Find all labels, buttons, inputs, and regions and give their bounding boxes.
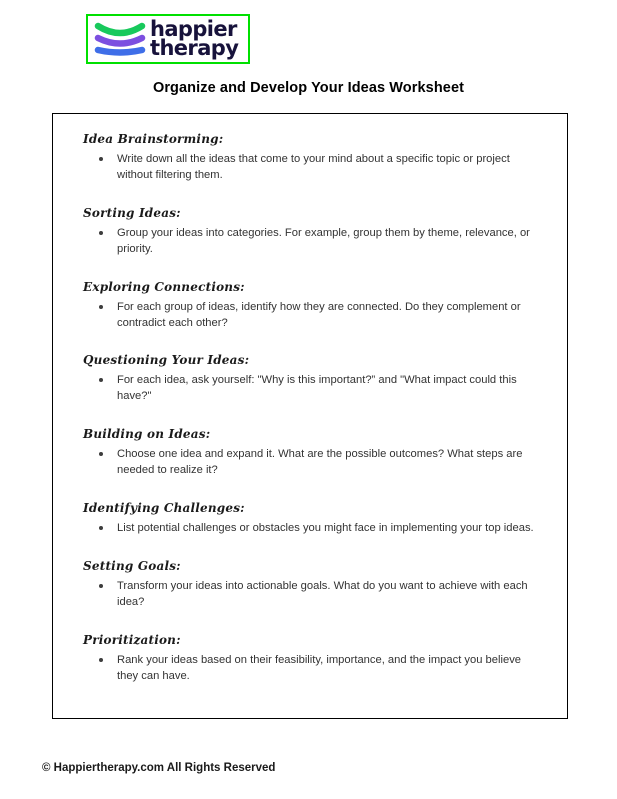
list-item [83, 653, 545, 685]
list-item-text: Rank your ideas based on their feasibility, importance, and the impact you believe they can have. [117, 653, 522, 682]
worksheet-content-box [52, 113, 568, 719]
section-bullet-list [83, 579, 545, 611]
bullet-dot-icon [99, 452, 103, 456]
page-title: Organize and Develop Your Ideas Worksheet [152, 80, 465, 96]
section-heading: Questioning Your Ideas: [83, 353, 250, 368]
logo-wordmark-line2: therapy [150, 36, 239, 60]
worksheet-section [83, 272, 545, 332]
section-heading: Building on Ideas: [83, 427, 211, 442]
worksheet-section [83, 493, 545, 537]
logo-wordmark-line1: happier [150, 16, 237, 41]
list-item-text: Write down all the ideas that come to your mind about a specific topic or project without filtering them. [117, 153, 510, 181]
section-heading: Setting Goals: [83, 558, 181, 573]
list-item [83, 579, 545, 611]
list-item-text: List potential challenges or obstacles you might face in implementing your top ideas. [117, 522, 534, 535]
worksheet-section [83, 124, 545, 184]
logo-wordmark [148, 16, 239, 60]
bullet-dot-icon [99, 231, 103, 235]
list-item-text: For each group of ideas, identify how they are connected. Do they complement or contradict each other? [117, 300, 521, 329]
page-header [0, 0, 617, 64]
worksheet-section [83, 551, 545, 611]
list-item-text: Group your ideas into categories. For example, group them by theme, relevance, or priority. [117, 226, 530, 255]
list-item [83, 300, 545, 332]
list-item [83, 226, 545, 258]
list-item [83, 152, 545, 184]
worksheet-section [83, 419, 545, 479]
section-bullet-list [83, 653, 545, 685]
section-bullet-list [83, 152, 545, 184]
footer-copyright: © Happiertherapy.com All Rights Reserved [42, 762, 276, 774]
section-bullet-list [83, 521, 545, 537]
section-heading: Sorting Ideas: [83, 205, 181, 220]
bullet-dot-icon [99, 526, 103, 530]
section-heading: Idea Brainstorming: [83, 132, 224, 146]
bullet-dot-icon [99, 157, 103, 161]
bullet-dot-icon [99, 378, 103, 382]
bullet-dot-icon [99, 305, 103, 309]
logo-arcs-icon [88, 17, 148, 61]
section-heading: Identifying Challenges: [83, 501, 245, 516]
bullet-dot-icon [99, 658, 103, 662]
list-item-text: Choose one idea and expand it. What are the possible outcomes? What steps are needed to realize it? [117, 448, 523, 477]
section-heading: Prioritization: [83, 632, 181, 647]
worksheet-section [83, 345, 545, 405]
list-item [83, 447, 545, 479]
list-item [83, 373, 545, 405]
bullet-dot-icon [99, 584, 103, 588]
list-item-text: Transform your ideas into actionable goals. What do you want to achieve with each idea? [117, 579, 528, 608]
list-item-text: For each idea, ask yourself: "Why is this important?” and "What impact could this have?" [117, 374, 517, 403]
section-bullet-list [83, 373, 545, 405]
section-bullet-list [83, 226, 545, 258]
worksheet-section [83, 198, 545, 258]
section-heading: Exploring Connections: [83, 279, 245, 294]
worksheet-section [83, 625, 545, 685]
worksheet-sections [53, 114, 567, 685]
section-bullet-list [83, 300, 545, 332]
section-bullet-list [83, 447, 545, 479]
list-item [83, 521, 545, 537]
happier-therapy-logo[interactable] [86, 14, 250, 64]
